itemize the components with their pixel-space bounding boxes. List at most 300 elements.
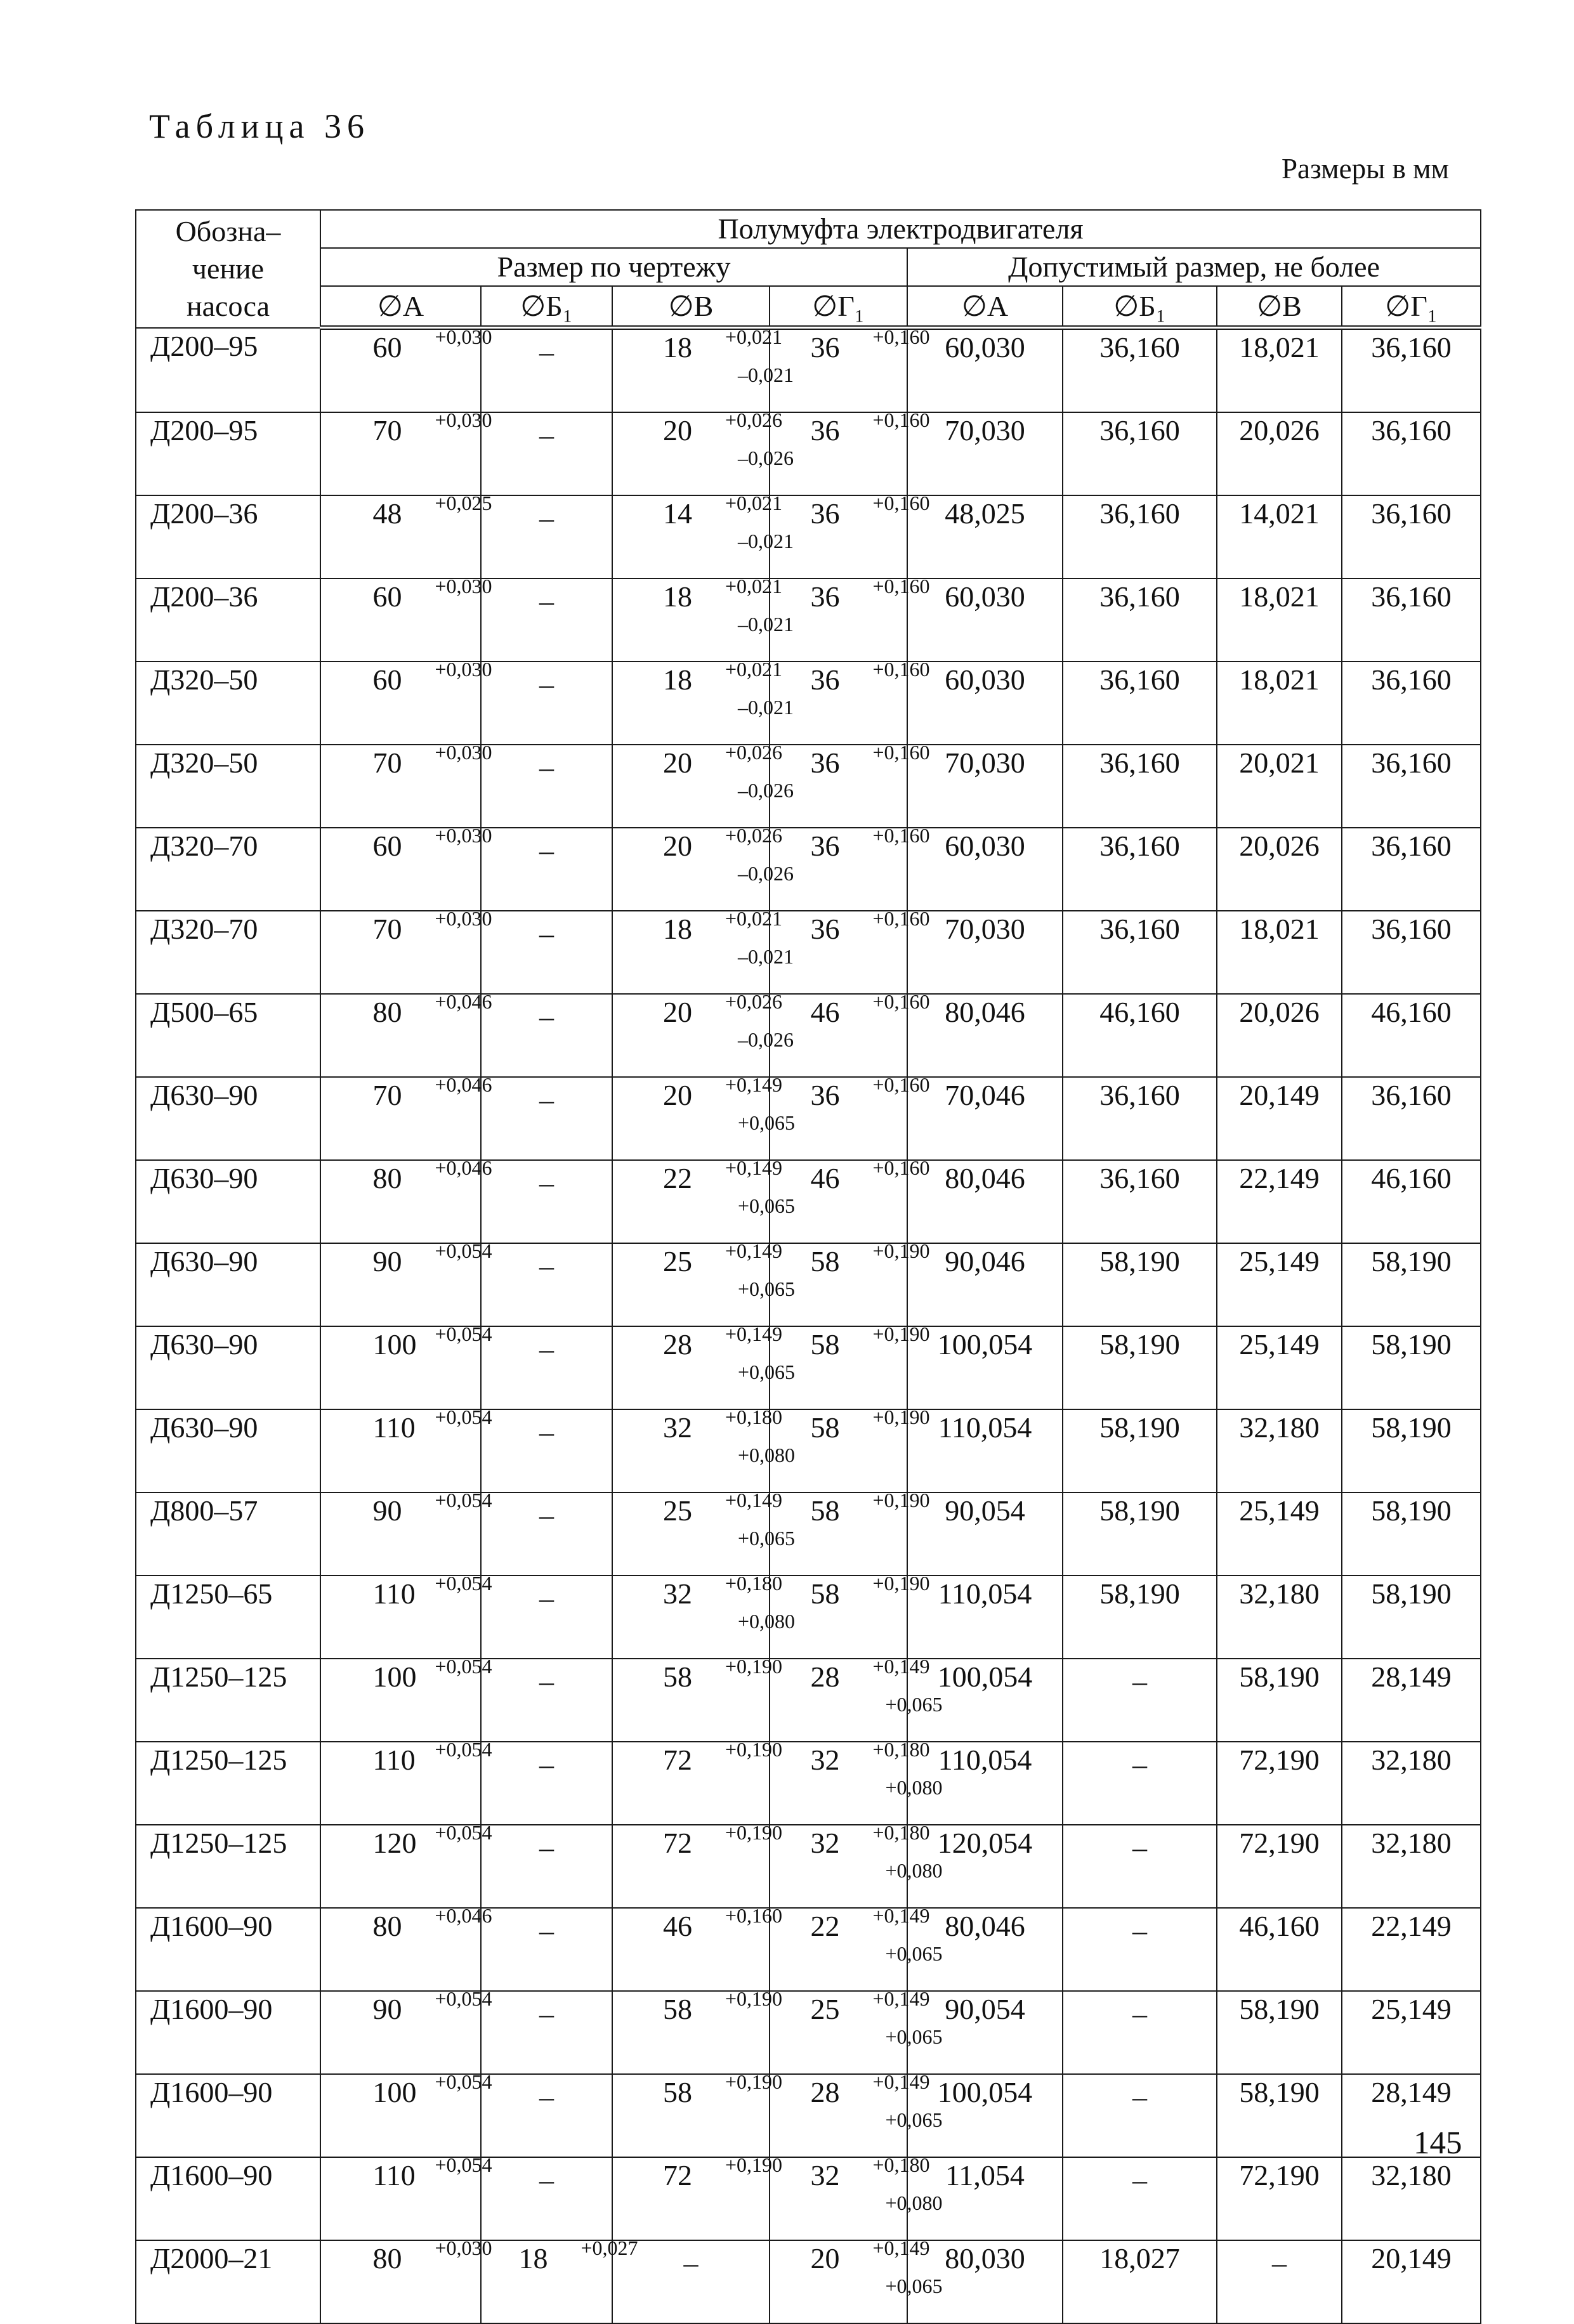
pump-designation: Д200–95 (136, 412, 320, 495)
allowed-size-g1: 32,180 (1342, 2157, 1481, 2240)
tolerance-value (663, 575, 794, 636)
pump-designation: Д2000–21 (136, 2240, 320, 2323)
upper-deviation: +0,190 (872, 1239, 930, 1262)
pump-designation: Д1250–125 (136, 1742, 320, 1825)
pump-designation: Д630–90 (136, 1077, 320, 1160)
allowed-size-v: 18,021 (1217, 911, 1342, 994)
drawing-size-v (612, 824, 794, 911)
table-row (136, 1742, 1481, 1825)
upper-deviation: +0,149 (872, 1904, 930, 1927)
allowed-size-v: 20,149 (1217, 1077, 1342, 1160)
upper-deviation: +0,030 (435, 658, 492, 681)
drawing-size-b1: – (481, 1742, 612, 1825)
tolerance-value (372, 824, 492, 862)
drawing-size-a (320, 408, 492, 495)
lower-deviation: –0,026 (738, 447, 794, 469)
upper-deviation: +0,160 (872, 408, 930, 431)
allowed-size-a: 48,025 (907, 495, 1063, 578)
nominal-size: 36 (810, 331, 840, 363)
table-body (136, 325, 1481, 2324)
tolerance-value (372, 1489, 492, 1527)
lower-deviation: +0,065 (885, 1693, 943, 1716)
drawing-size-v (612, 1987, 783, 2074)
nominal-size: 58 (810, 1245, 840, 1277)
tolerance-value (663, 2153, 783, 2191)
allowed-size-g1: 36,160 (1342, 911, 1481, 994)
drawing-size-v (612, 2153, 783, 2240)
lower-deviation: +0,080 (738, 1444, 796, 1466)
tolerance-value (810, 741, 930, 779)
table-row (136, 2074, 1481, 2157)
tolerance-value (372, 1572, 492, 1610)
allowed-size-g1: 22,149 (1342, 1908, 1481, 1991)
upper-deviation: +0,054 (435, 1406, 492, 1428)
allowed-size-b1: 36,160 (1063, 328, 1217, 413)
nominal-size: 18 (663, 331, 692, 363)
tolerance-value (663, 1239, 796, 1300)
allowed-size-a: 90,046 (907, 1243, 1063, 1326)
lower-deviation: +0,065 (885, 1942, 943, 1965)
col-header-a: ∅А (320, 286, 481, 328)
allowed-size-g1: 36,160 (1342, 495, 1481, 578)
lower-deviation: +0,080 (885, 1776, 943, 1799)
nominal-size: 110 (372, 1411, 416, 1444)
nominal-size: 70 (372, 1079, 402, 1111)
tolerance-value (810, 2236, 943, 2297)
nominal-size: 32 (810, 1827, 840, 1859)
allowed-size-v: 14,021 (1217, 495, 1342, 578)
nominal-size: 22 (663, 1162, 692, 1194)
upper-deviation: +0,149 (872, 1655, 930, 1678)
nominal-size: 70 (372, 414, 402, 447)
upper-deviation: +0,149 (872, 1987, 930, 2010)
drawing-size-v (612, 575, 794, 662)
tolerance-value (810, 2153, 943, 2214)
upper-deviation: +0,021 (725, 325, 783, 348)
upper-deviation: +0,021 (725, 492, 783, 514)
upper-deviation: +0,054 (435, 2070, 492, 2093)
drawing-size-a (320, 1322, 492, 1409)
upper-deviation: +0,030 (435, 2236, 492, 2259)
tolerance-value (518, 2236, 638, 2275)
allowed-size-v: 25,149 (1217, 1326, 1342, 1409)
tolerance-value (663, 1156, 796, 1217)
upper-deviation: +0,180 (872, 1738, 930, 1761)
drawing-size-v: – (612, 2240, 770, 2323)
tolerance-value (663, 741, 794, 802)
tolerance-value (372, 741, 492, 779)
nominal-size: 25 (663, 1494, 692, 1527)
drawing-size-v (612, 1406, 796, 1492)
tolerance-value (372, 408, 492, 447)
allowed-size-a: 11,054 (907, 2157, 1063, 2240)
pump-designation: Д320–50 (136, 745, 320, 828)
tolerance-value (810, 1073, 930, 1111)
table-row (136, 1243, 1481, 1326)
upper-deviation: +0,160 (872, 658, 930, 681)
upper-deviation: +0,160 (872, 824, 930, 847)
upper-deviation: +0,026 (725, 741, 783, 764)
upper-deviation: +0,054 (435, 2153, 492, 2176)
designation-header (136, 210, 320, 328)
drawing-size-v (612, 741, 794, 828)
nominal-size: 110 (372, 2159, 416, 2191)
allowed-size-a: 60,030 (907, 828, 1063, 911)
allowed-size-v: 32,180 (1217, 1576, 1342, 1659)
upper-deviation: +0,149 (725, 1156, 783, 1179)
allowed-size-v: 72,190 (1217, 1742, 1342, 1825)
allowed-size-v: 20,026 (1217, 828, 1342, 911)
allowed-size-a: 90,054 (907, 1492, 1063, 1576)
table-row (136, 1659, 1481, 1742)
allowed-size-a: 100,054 (907, 2074, 1063, 2157)
drawing-size-g1 (770, 1904, 943, 1991)
allowed-size-v: 20,021 (1217, 745, 1342, 828)
page-number: 145 (1413, 2125, 1462, 2161)
lower-deviation: –0,021 (738, 613, 794, 636)
drawing-size-v (612, 1156, 796, 1243)
tolerance-value (372, 1073, 492, 1111)
drawing-size-a (320, 1406, 492, 1492)
nominal-size: 28 (810, 1661, 840, 1693)
upper-deviation: +0,030 (435, 741, 492, 764)
drawing-size-b1: – (481, 828, 612, 911)
drawing-size-a (320, 1489, 492, 1576)
allowed-size-v: 58,190 (1217, 1991, 1342, 2074)
allowed-size-a: 80,030 (907, 2240, 1063, 2323)
allowed-size-b1: – (1063, 1659, 1217, 1742)
upper-deviation: +0,025 (435, 492, 492, 514)
nominal-size: 48 (372, 497, 402, 530)
tolerance-value (810, 492, 930, 530)
pump-designation: Д1600–90 (136, 1991, 320, 2074)
drawing-size-a (320, 990, 492, 1077)
allowed-size-b1: 58,190 (1063, 1576, 1217, 1659)
nominal-size: 20 (663, 414, 692, 447)
allowed-size-b1: – (1063, 1742, 1217, 1825)
table-row (136, 2157, 1481, 2240)
upper-deviation: +0,027 (580, 2236, 638, 2259)
allowed-size-g1: 58,190 (1342, 1576, 1481, 1659)
allowed-size-a: 70,046 (907, 1077, 1063, 1160)
tolerance-value (810, 1489, 930, 1527)
drawing-size-b1: – (481, 1326, 612, 1409)
col-header-allowed-v: ∅В (1217, 286, 1342, 328)
drawing-size-b1: – (481, 495, 612, 578)
nominal-size: 72 (663, 2159, 692, 2191)
lower-deviation: –0,026 (738, 779, 794, 802)
nominal-size: 110 (372, 1577, 416, 1610)
drawing-size-a (320, 1156, 492, 1243)
upper-deviation: +0,026 (725, 408, 783, 431)
drawing-size-a (320, 1738, 492, 1825)
table-row (136, 1576, 1481, 1659)
tolerance-value (810, 1572, 930, 1610)
allowed-size-b1: 36,160 (1063, 1160, 1217, 1243)
allowed-size-v: 72,190 (1217, 2157, 1342, 2240)
upper-deviation: +0,180 (872, 2153, 930, 2176)
nominal-size: 70 (372, 747, 402, 779)
pump-designation: Д1600–90 (136, 2074, 320, 2157)
upper-deviation: +0,026 (725, 824, 783, 847)
allowed-size-v: 46,160 (1217, 1908, 1342, 1991)
allowed-size-v: 18,021 (1217, 662, 1342, 745)
drawing-size-g1 (770, 1655, 943, 1742)
allowed-size-g1: 32,180 (1342, 1742, 1481, 1825)
drawing-size-g1 (770, 1987, 943, 2074)
allowed-size-a: 110,054 (907, 1576, 1063, 1659)
allowed-size-g1: 58,190 (1342, 1243, 1481, 1326)
pump-designation: Д630–90 (136, 1409, 320, 1492)
lower-deviation: +0,080 (885, 1859, 943, 1882)
tolerance-value (663, 824, 794, 885)
upper-deviation: +0,054 (435, 1239, 492, 1262)
nominal-size: 36 (810, 414, 840, 447)
nominal-size: 18 (663, 913, 692, 945)
allowed-size-b1: 58,190 (1063, 1326, 1217, 1409)
lower-deviation: –0,021 (738, 530, 794, 552)
tolerance-value (663, 408, 794, 469)
drawing-size-a (320, 2236, 492, 2323)
drawing-size-v (612, 325, 794, 413)
pump-designation: Д1250–65 (136, 1576, 320, 1659)
allowed-size-a: 100,054 (907, 1326, 1063, 1409)
table-row (136, 1326, 1481, 1409)
group-header: Полумуфта электродвигателя (320, 210, 1481, 248)
allowed-size-v: 58,190 (1217, 2074, 1342, 2157)
allowed-size-g1: 36,160 (1342, 412, 1481, 495)
nominal-size: 20 (810, 2242, 840, 2275)
allowed-size-b1: 36,160 (1063, 495, 1217, 578)
nominal-size: 46 (810, 1162, 840, 1194)
designation-label (176, 215, 281, 322)
nominal-size: 36 (810, 580, 840, 613)
pump-designation: Д200–36 (136, 495, 320, 578)
allowed-size-v: 25,149 (1217, 1492, 1342, 1576)
drawing-size-b1: – (481, 662, 612, 745)
allowed-size-g1: 46,160 (1342, 1160, 1481, 1243)
allowed-size-a: 70,030 (907, 745, 1063, 828)
nominal-size: 90 (372, 1245, 402, 1277)
table-row (136, 662, 1481, 745)
col-header-allowed-b1: ∅Б₁ (1063, 286, 1217, 328)
drawing-size-v (612, 492, 794, 578)
tolerance-value (663, 1821, 783, 1859)
upper-deviation: +0,180 (725, 1406, 783, 1428)
nominal-size: 36 (810, 1079, 840, 1111)
allowed-size-b1: 58,190 (1063, 1409, 1217, 1492)
table-row (136, 1160, 1481, 1243)
nominal-size: 32 (663, 1577, 692, 1610)
drawing-size-b1: – (481, 1492, 612, 1576)
nominal-size: 58 (810, 1577, 840, 1610)
pump-designation: Д1600–90 (136, 1908, 320, 1991)
tolerance-value (372, 907, 492, 945)
lower-deviation: –0,021 (738, 696, 794, 719)
upper-deviation: +0,190 (725, 2070, 783, 2093)
tolerance-value (663, 1904, 783, 1942)
nominal-size: 72 (663, 1744, 692, 1776)
pump-designation: Д1250–125 (136, 1825, 320, 1908)
upper-deviation: +0,026 (725, 990, 783, 1013)
drawing-size-b1: – (481, 2157, 612, 2240)
allowed-size-b1: – (1063, 2074, 1217, 2157)
dimensions-table (135, 209, 1481, 2324)
upper-deviation: +0,190 (725, 2153, 783, 2176)
upper-deviation: +0,046 (435, 1156, 492, 1179)
nominal-size: 58 (663, 2076, 692, 2108)
tolerance-value (372, 2236, 492, 2275)
drawing-size-a (320, 325, 492, 413)
upper-deviation: +0,046 (435, 1073, 492, 1096)
nominal-size: 58 (810, 1411, 840, 1444)
nominal-size: 60 (372, 331, 402, 363)
upper-deviation: +0,190 (725, 1738, 783, 1761)
upper-deviation: +0,180 (872, 1821, 930, 1844)
drawing-size-a (320, 824, 492, 911)
table-row (136, 994, 1481, 1077)
upper-deviation: +0,149 (872, 2070, 930, 2093)
upper-deviation: +0,030 (435, 408, 492, 431)
drawing-size-b1 (481, 2236, 638, 2323)
table-row (136, 911, 1481, 994)
nominal-size: 58 (810, 1328, 840, 1361)
drawing-size-b1: – (481, 2074, 612, 2157)
tolerance-value (372, 1322, 492, 1361)
upper-deviation: +0,054 (435, 1322, 492, 1345)
col-header-v: ∅В (612, 286, 770, 328)
tolerance-value (372, 1156, 492, 1194)
allowed-size-a: 110,054 (907, 1742, 1063, 1825)
tolerance-value (810, 1904, 943, 1965)
allowed-size-header: Допустимый размер, не более (907, 248, 1481, 286)
pump-designation: Д500–65 (136, 994, 320, 1077)
tolerance-value (663, 1987, 783, 2025)
allowed-size-g1: 58,190 (1342, 1492, 1481, 1576)
allowed-size-b1: 36,160 (1063, 578, 1217, 662)
drawing-size-g1 (770, 2153, 943, 2240)
drawing-size-b1: – (481, 1659, 612, 1742)
designation-line: чение (192, 252, 265, 285)
allowed-size-b1: 58,190 (1063, 1492, 1217, 1576)
pump-designation: Д1600–90 (136, 2157, 320, 2240)
allowed-size-a: 70,030 (907, 911, 1063, 994)
allowed-size-a: 90,054 (907, 1991, 1063, 2074)
upper-deviation: +0,054 (435, 1738, 492, 1761)
table-row (136, 495, 1481, 578)
lower-deviation: +0,065 (885, 2275, 943, 2297)
upper-deviation: +0,190 (725, 1821, 783, 1844)
drawing-size-v (612, 658, 794, 745)
nominal-size: 28 (663, 1328, 692, 1361)
pump-designation: Д630–90 (136, 1160, 320, 1243)
nominal-size: 58 (810, 1494, 840, 1527)
nominal-size: 60 (372, 580, 402, 613)
drawing-size-v (612, 1572, 796, 1659)
drawing-size-a (320, 658, 492, 745)
drawing-size-a (320, 907, 492, 994)
drawing-size-a (320, 1073, 492, 1160)
allowed-size-v: 18,021 (1217, 328, 1342, 413)
allowed-size-g1: 36,160 (1342, 828, 1481, 911)
nominal-size: 120 (372, 1827, 417, 1859)
drawing-size-b1: – (481, 1576, 612, 1659)
drawing-size-b1: – (481, 578, 612, 662)
lower-deviation: –0,021 (738, 945, 794, 968)
nominal-size: 58 (663, 1993, 692, 2025)
nominal-size: 32 (810, 2159, 840, 2191)
tolerance-value (663, 2070, 783, 2108)
tolerance-value (663, 1489, 796, 1550)
lower-deviation: –0,026 (738, 862, 794, 885)
tolerance-value (372, 990, 492, 1028)
drawing-size-v (612, 2070, 783, 2157)
table-row (136, 1077, 1481, 1160)
table-row (136, 1409, 1481, 1492)
drawing-size-v (612, 1655, 783, 1742)
upper-deviation: +0,054 (435, 1821, 492, 1844)
tolerance-value (810, 824, 930, 862)
drawing-size-a (320, 1572, 492, 1659)
nominal-size: 80 (372, 2242, 402, 2275)
nominal-size: 22 (810, 1910, 840, 1942)
lower-deviation: +0,065 (738, 1111, 796, 1134)
drawing-size-v (612, 1489, 796, 1576)
upper-deviation: +0,149 (725, 1239, 783, 1262)
allowed-size-b1: 58,190 (1063, 1243, 1217, 1326)
col-header-allowed-g1: ∅Г₁ (1342, 286, 1481, 328)
drawing-size-v (612, 907, 794, 994)
drawing-size-header: Размер по чертежу (320, 248, 907, 286)
allowed-size-a: 80,046 (907, 1160, 1063, 1243)
allowed-size-b1: 36,160 (1063, 911, 1217, 994)
tolerance-value (810, 575, 930, 613)
table-title: Таблица 36 (149, 107, 370, 145)
drawing-size-g1 (770, 1821, 943, 1908)
lower-deviation: +0,065 (738, 1527, 796, 1550)
drawing-size-b1: – (481, 1409, 612, 1492)
nominal-size: 58 (663, 1661, 692, 1693)
allowed-size-b1: 36,160 (1063, 828, 1217, 911)
tolerance-value (810, 1987, 943, 2048)
nominal-size: 46 (810, 996, 840, 1028)
nominal-size: 70 (372, 913, 402, 945)
drawing-size-b1: – (481, 911, 612, 994)
table-row (136, 1825, 1481, 1908)
drawing-size-a (320, 741, 492, 828)
nominal-size: 100 (372, 1661, 417, 1693)
allowed-size-v: 20,026 (1217, 412, 1342, 495)
nominal-size: 100 (372, 1328, 417, 1361)
allowed-size-a: 70,030 (907, 412, 1063, 495)
allowed-size-b1: 36,160 (1063, 1077, 1217, 1160)
drawing-size-b1: – (481, 328, 612, 413)
upper-deviation: +0,190 (872, 1572, 930, 1595)
nominal-size: 20 (663, 747, 692, 779)
pump-designation: Д200–95 (136, 328, 320, 413)
upper-deviation: +0,030 (435, 824, 492, 847)
drawing-size-b1: – (481, 1077, 612, 1160)
drawing-size-a (320, 1239, 492, 1326)
tolerance-value (810, 325, 930, 363)
nominal-size: 20 (663, 1079, 692, 1111)
drawing-size-v (612, 990, 794, 1077)
designation-line: насоса (187, 290, 270, 323)
upper-deviation: +0,190 (872, 1322, 930, 1345)
tolerance-value (663, 658, 794, 719)
allowed-size-a: 60,030 (907, 662, 1063, 745)
tolerance-value (372, 1239, 492, 1277)
